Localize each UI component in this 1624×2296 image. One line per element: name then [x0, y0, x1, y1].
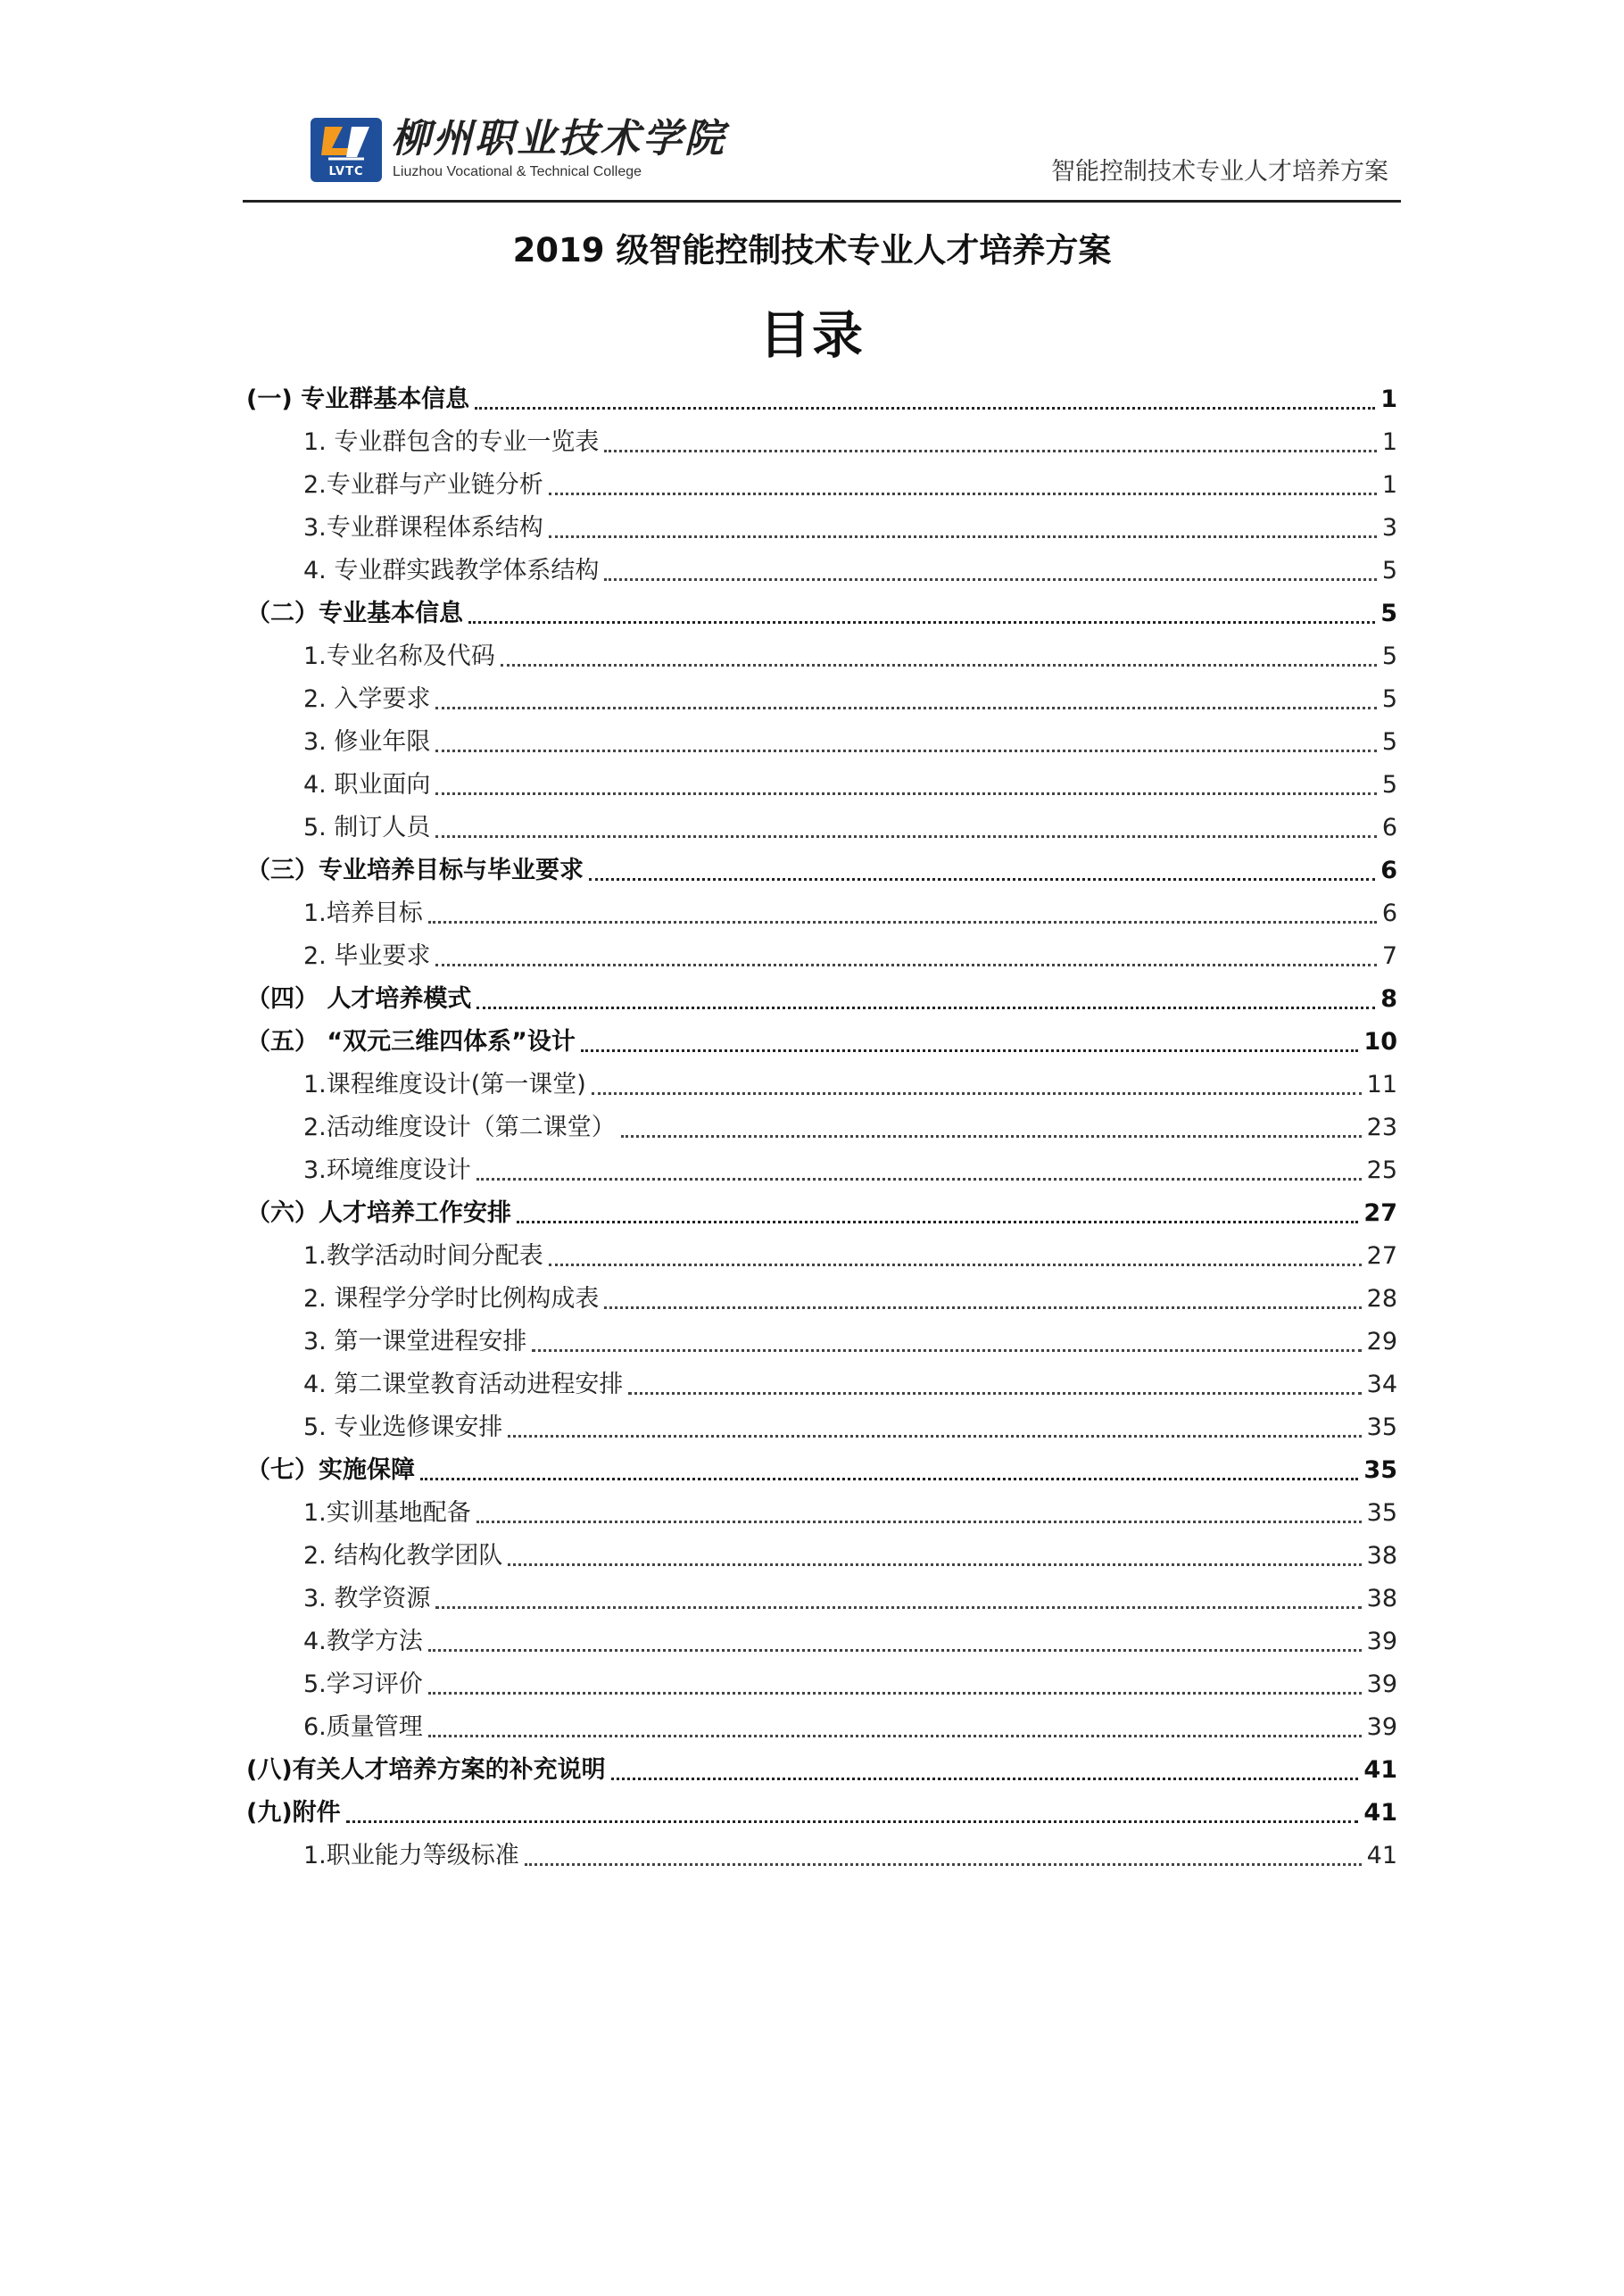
toc-section-entry[interactable]	[246, 1792, 1397, 1835]
toc-dot-leader	[476, 1521, 1362, 1523]
toc-dot-leader	[628, 1392, 1361, 1395]
toc-dot-leader	[621, 1135, 1362, 1138]
toc-entry-label: 3. 修业年限	[303, 728, 431, 756]
toc-entry-label: 3. 第一课堂进程安排	[303, 1328, 527, 1355]
toc-entry-label: 4. 专业群实践教学体系结构	[303, 557, 600, 584]
toc-heading: 目录	[759, 306, 865, 365]
toc-page-number: 8	[1380, 985, 1397, 1013]
toc-entry-label: （二）专业基本信息	[246, 600, 463, 627]
toc-section-entry[interactable]	[246, 1021, 1397, 1064]
toc-entry-label: 3.环境维度设计	[303, 1156, 471, 1184]
toc-page-number: 10	[1363, 1028, 1397, 1056]
toc-page-number: 25	[1366, 1156, 1397, 1184]
toc-dot-leader	[604, 450, 1376, 452]
toc-page-number: 39	[1366, 1670, 1397, 1698]
toc-dot-leader	[604, 578, 1376, 581]
toc-page-number: 41	[1363, 1756, 1397, 1784]
toc-dot-leader	[435, 1606, 1361, 1609]
toc-subsection-entry[interactable]	[246, 1235, 1397, 1278]
toc-page-number: 3	[1381, 514, 1397, 542]
toc-entry-label: 4. 职业面向	[303, 771, 431, 799]
toc-dot-leader	[476, 1007, 1375, 1009]
toc-dot-leader	[549, 1264, 1362, 1266]
toc-subsection-entry[interactable]	[246, 421, 1397, 464]
toc-subsection-entry[interactable]	[246, 1107, 1397, 1149]
toc-page-number: 39	[1366, 1628, 1397, 1655]
toc-dot-leader	[346, 1820, 1359, 1823]
toc-entry-label: （六）人才培养工作安排	[246, 1199, 511, 1227]
toc-dot-leader	[428, 921, 1377, 924]
toc-section-entry[interactable]	[246, 1749, 1397, 1792]
toc-entry-label: 1.专业名称及代码	[303, 642, 495, 670]
toc-entry-label: 5. 制订人员	[303, 814, 431, 841]
header-divider	[243, 200, 1401, 203]
toc-page-number: 5	[1381, 728, 1397, 756]
toc-page-number: 5	[1380, 600, 1397, 627]
toc-entry-label: （五） “双元三维四体系”设计	[246, 1028, 576, 1056]
toc-page-number: 1	[1381, 428, 1397, 456]
toc-page-number: 28	[1366, 1285, 1397, 1313]
toc-subsection-entry[interactable]	[246, 721, 1397, 764]
toc-dot-leader	[549, 493, 1377, 495]
toc-subsection-entry[interactable]	[246, 1406, 1397, 1449]
toc-subsection-entry[interactable]	[246, 807, 1397, 850]
table-of-contents	[246, 378, 1397, 1877]
college-name-en: Liuzhou Vocational & Technical College	[393, 164, 642, 179]
toc-subsection-entry[interactable]	[246, 1706, 1397, 1749]
toc-entry-label: 2. 入学要求	[303, 685, 431, 713]
toc-section-entry[interactable]	[246, 378, 1397, 421]
toc-page-number: 29	[1366, 1328, 1397, 1355]
toc-entry-label: 1.教学活动时间分配表	[303, 1242, 543, 1270]
toc-page-number: 5	[1381, 557, 1397, 584]
toc-dot-leader	[517, 1221, 1358, 1223]
toc-section-entry[interactable]	[246, 1192, 1397, 1235]
toc-dot-leader	[525, 1863, 1362, 1866]
toc-entry-label: （三）专业培养目标与毕业要求	[246, 857, 584, 884]
toc-entry-label: 1.培养目标	[303, 899, 423, 927]
toc-dot-leader	[435, 792, 1376, 795]
toc-entry-label: 2. 毕业要求	[303, 942, 431, 970]
toc-page-number: 11	[1366, 1071, 1397, 1098]
document-title: 2019 级智能控制技术专业人才培养方案	[512, 231, 1112, 269]
toc-subsection-entry[interactable]	[246, 1578, 1397, 1620]
page-header	[246, 114, 1397, 200]
toc-subsection-entry[interactable]	[246, 935, 1397, 978]
toc-subsection-entry[interactable]	[246, 1321, 1397, 1364]
toc-dot-leader	[476, 1178, 1362, 1181]
toc-page-number: 34	[1366, 1371, 1397, 1398]
toc-section-entry[interactable]	[246, 978, 1397, 1021]
toc-subsection-entry[interactable]	[246, 678, 1397, 721]
toc-dot-leader	[435, 964, 1376, 966]
toc-page-number: 1	[1380, 385, 1397, 413]
toc-dot-leader	[508, 1563, 1361, 1566]
college-logo-icon	[311, 118, 382, 182]
toc-page-number: 38	[1366, 1585, 1397, 1612]
toc-dot-leader	[532, 1349, 1361, 1352]
toc-dot-leader	[592, 1092, 1362, 1095]
toc-subsection-entry[interactable]	[246, 1064, 1397, 1107]
toc-page-number: 27	[1363, 1199, 1397, 1227]
toc-section-entry[interactable]	[246, 1449, 1397, 1492]
toc-dot-leader	[501, 664, 1377, 667]
toc-page-number: 5	[1381, 642, 1397, 670]
toc-subsection-entry[interactable]	[246, 764, 1397, 807]
college-name-cn: 柳州职业技术学院	[391, 116, 726, 162]
toc-entry-label: （七）实施保障	[246, 1456, 415, 1484]
toc-dot-leader	[508, 1435, 1361, 1438]
toc-page-number: 7	[1381, 942, 1397, 970]
toc-entry-label: (八)有关人才培养方案的补充说明	[246, 1756, 606, 1784]
toc-subsection-entry[interactable]	[246, 550, 1397, 593]
toc-dot-leader	[420, 1478, 1358, 1480]
toc-entry-label: 1.课程维度设计(第一课堂)	[303, 1071, 586, 1098]
toc-dot-leader	[475, 407, 1375, 410]
toc-dot-leader	[428, 1735, 1362, 1737]
toc-subsection-entry[interactable]	[246, 635, 1397, 678]
toc-page-number: 41	[1363, 1799, 1397, 1827]
toc-entry-label: 3. 教学资源	[303, 1585, 431, 1612]
toc-subsection-entry[interactable]	[246, 1663, 1397, 1706]
logo-abbreviation: LVTC	[328, 165, 364, 178]
toc-entry-label: 5. 专业选修课安排	[303, 1413, 503, 1441]
toc-subsection-entry[interactable]	[246, 1364, 1397, 1406]
toc-page-number: 35	[1366, 1413, 1397, 1441]
toc-entry-label: 4. 第二课堂教育活动进程安排	[303, 1371, 624, 1398]
toc-subsection-entry[interactable]	[246, 464, 1397, 507]
toc-subsection-entry[interactable]	[246, 892, 1397, 935]
toc-page-number: 6	[1381, 899, 1397, 927]
toc-entry-label: 2. 课程学分学时比例构成表	[303, 1285, 600, 1313]
toc-dot-leader	[435, 835, 1376, 838]
toc-dot-leader	[468, 621, 1375, 624]
toc-dot-leader	[435, 707, 1376, 709]
toc-dot-leader	[604, 1306, 1361, 1309]
toc-page-number: 23	[1366, 1114, 1397, 1141]
toc-entry-label: 5.学习评价	[303, 1670, 423, 1698]
toc-dot-leader	[435, 750, 1376, 752]
toc-entry-label: 2. 结构化教学团队	[303, 1542, 503, 1570]
toc-section-entry[interactable]	[246, 850, 1397, 892]
toc-entry-label: 3.专业群课程体系结构	[303, 514, 543, 542]
toc-entry-label: 1.实训基地配备	[303, 1499, 471, 1527]
toc-page-number: 5	[1381, 685, 1397, 713]
toc-entry-label: 6.质量管理	[303, 1713, 423, 1741]
toc-entry-label: 4.教学方法	[303, 1628, 423, 1655]
toc-entry-label: 2.专业群与产业链分析	[303, 471, 543, 499]
toc-page-number: 5	[1381, 771, 1397, 799]
toc-dot-leader	[428, 1692, 1362, 1695]
toc-dot-leader	[581, 1049, 1359, 1052]
toc-entry-label: 1.职业能力等级标准	[303, 1842, 519, 1869]
toc-subsection-entry[interactable]	[246, 1149, 1397, 1192]
toc-entry-label: 1. 专业群包含的专业一览表	[303, 428, 600, 456]
toc-entry-label: （四） 人才培养模式	[246, 985, 472, 1013]
toc-page-number: 41	[1366, 1842, 1397, 1869]
toc-entry-label: (九)附件	[246, 1799, 341, 1827]
toc-subsection-entry[interactable]	[246, 1620, 1397, 1663]
toc-subsection-entry[interactable]	[246, 1278, 1397, 1321]
document-running-title: 智能控制技术专业人才培养方案	[1051, 158, 1388, 186]
toc-page-number: 38	[1366, 1542, 1397, 1570]
toc-subsection-entry[interactable]	[246, 1535, 1397, 1578]
toc-section-entry[interactable]	[246, 593, 1397, 635]
toc-entry-label: 2.活动维度设计（第二课堂）	[303, 1114, 616, 1141]
toc-dot-leader	[589, 878, 1375, 881]
toc-page-number: 27	[1366, 1242, 1397, 1270]
toc-entry-label: (一) 专业群基本信息	[246, 385, 470, 413]
toc-page-number: 35	[1363, 1456, 1397, 1484]
toc-dot-leader	[611, 1778, 1359, 1780]
toc-dot-leader	[428, 1649, 1362, 1652]
toc-page-number: 35	[1366, 1499, 1397, 1527]
toc-page-number: 6	[1380, 857, 1397, 884]
toc-subsection-entry[interactable]	[246, 1835, 1397, 1877]
toc-page-number: 39	[1366, 1713, 1397, 1741]
toc-page-number: 6	[1381, 814, 1397, 841]
toc-subsection-entry[interactable]	[246, 1492, 1397, 1535]
toc-dot-leader	[549, 535, 1377, 538]
toc-page-number: 1	[1381, 471, 1397, 499]
toc-subsection-entry[interactable]	[246, 507, 1397, 550]
